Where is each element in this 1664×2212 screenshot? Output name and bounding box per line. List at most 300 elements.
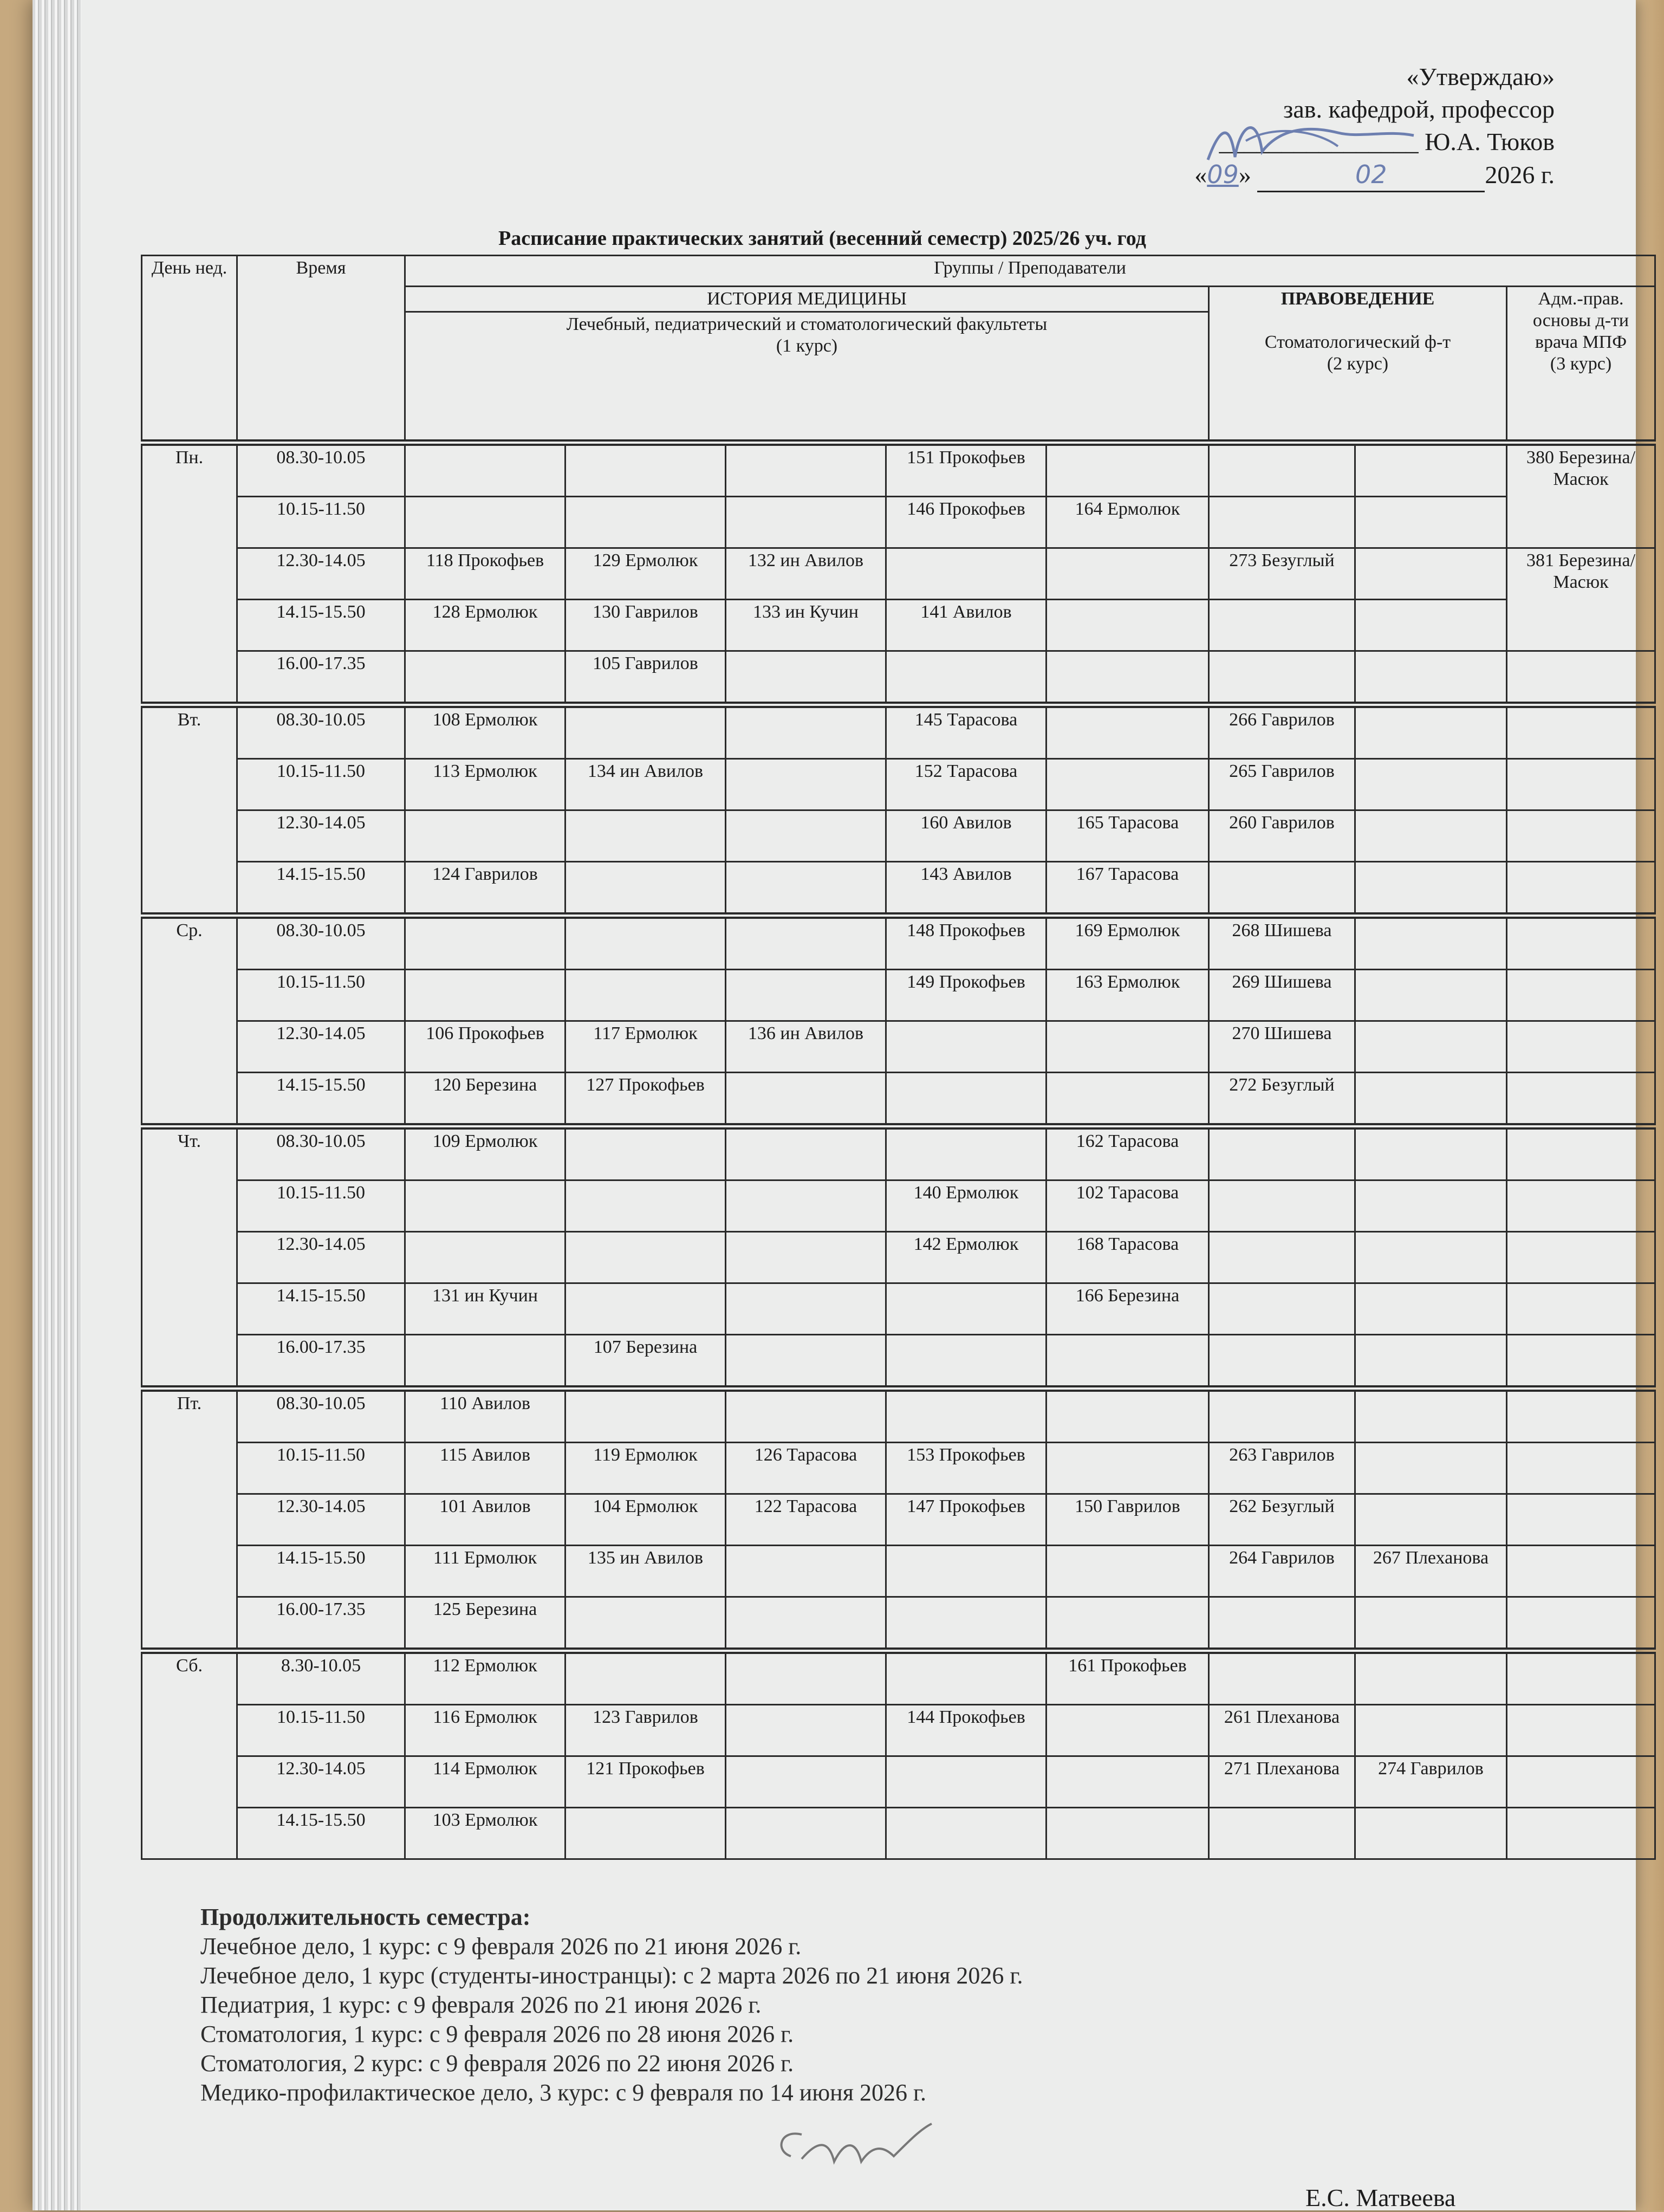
time-cell: 10.15-11.50 <box>237 759 405 810</box>
group-cell: 146 Прокофьев <box>886 497 1046 548</box>
schedule-body <box>142 443 1655 1859</box>
day-cell: Пт. <box>142 1389 237 1651</box>
header-history: ИСТОРИЯ МЕДИЦИНЫ <box>405 287 1209 312</box>
group-cell: 168 Тарасова <box>1046 1232 1209 1283</box>
group-cell: 119 Ермолюк <box>566 1443 726 1494</box>
group-cell: 127 Прокофьев <box>566 1073 726 1127</box>
group-cell: 121 Прокофьев <box>566 1756 726 1808</box>
header-adm: Адм.-прав. основы д-ти врача МПФ (3 курс) <box>1507 287 1655 443</box>
table-row <box>142 759 1655 810</box>
table-row <box>142 1756 1655 1808</box>
table-row <box>142 1021 1655 1073</box>
table-row <box>142 1808 1655 1859</box>
table-row <box>142 651 1655 705</box>
group-cell <box>566 1232 726 1283</box>
group-cell <box>726 1073 886 1127</box>
group-cell <box>1046 1756 1209 1808</box>
group-cell: 133 ин Кучин <box>726 600 886 651</box>
duration-line: Стоматология, 1 курс: с 9 февраля 2026 по 28 июня 2026 г. <box>200 2021 794 2047</box>
group-cell <box>726 1126 886 1180</box>
group-cell <box>726 862 886 916</box>
table-row <box>142 970 1655 1021</box>
group-cell: 114 Ермолюк <box>405 1756 566 1808</box>
group-cell <box>886 1021 1046 1073</box>
adm-cell <box>1507 1597 1655 1651</box>
group-cell <box>886 1597 1046 1651</box>
compiler-name: Е.С. Матвеева <box>1305 2184 1456 2211</box>
group-cell: 134 ин Авилов <box>566 759 726 810</box>
group-cell: 149 Прокофьев <box>886 970 1046 1021</box>
group-cell: 169 Ермолюк <box>1046 916 1209 970</box>
group-cell <box>405 1335 566 1389</box>
group-cell <box>726 443 886 497</box>
group-cell <box>405 1180 566 1232</box>
group-cell <box>1209 1126 1355 1180</box>
group-cell: 167 Тарасова <box>1046 862 1209 916</box>
group-cell <box>566 497 726 548</box>
time-cell: 16.00-17.35 <box>237 651 405 705</box>
group-cell: 263 Гаврилов <box>1209 1443 1355 1494</box>
group-cell: 147 Прокофьев <box>886 1494 1046 1546</box>
time-cell: 16.00-17.35 <box>237 1597 405 1651</box>
group-cell <box>405 443 566 497</box>
duration-line: Медико-профилактическое дело, 3 курс: с 9 февраля по 14 июня 2026 г. <box>200 2079 927 2106</box>
group-cell: 145 Тарасова <box>886 705 1046 759</box>
duration-line: Лечебное дело, 1 курс (студенты-иностранцы): с 2 марта 2026 по 21 июня 2026 г. <box>200 1962 1023 1989</box>
adm-cell <box>1507 1705 1655 1756</box>
adm-cell <box>1507 862 1655 916</box>
group-cell <box>1046 443 1209 497</box>
group-cell: 123 Гаврилов <box>566 1705 726 1756</box>
group-cell: 111 Ермолюк <box>405 1546 566 1597</box>
group-cell <box>1355 1597 1507 1651</box>
time-cell: 08.30-10.05 <box>237 1126 405 1180</box>
group-cell <box>566 1597 726 1651</box>
group-cell <box>886 1651 1046 1705</box>
adm-cell <box>1507 1073 1655 1127</box>
adm-cell <box>1507 1756 1655 1808</box>
group-cell <box>726 810 886 862</box>
group-cell <box>1209 1283 1355 1335</box>
group-cell: 103 Ермолюк <box>405 1808 566 1859</box>
group-cell <box>726 651 886 705</box>
group-cell <box>1046 1808 1209 1859</box>
group-cell <box>1355 970 1507 1021</box>
time-cell: 12.30-14.05 <box>237 1756 405 1808</box>
group-cell <box>566 443 726 497</box>
group-cell <box>1355 1389 1507 1443</box>
group-cell <box>1046 759 1209 810</box>
group-cell <box>886 1335 1046 1389</box>
group-cell: 117 Ермолюк <box>566 1021 726 1073</box>
time-cell: 14.15-15.50 <box>237 1546 405 1597</box>
group-cell: 272 Безуглый <box>1209 1073 1355 1127</box>
adm-cell <box>1507 810 1655 862</box>
group-cell <box>1209 443 1355 497</box>
adm-cell <box>1507 1389 1655 1443</box>
group-cell: 143 Авилов <box>886 862 1046 916</box>
group-cell: 165 Тарасова <box>1046 810 1209 862</box>
group-cell: 141 Авилов <box>886 600 1046 651</box>
group-cell <box>566 862 726 916</box>
group-cell <box>1355 1705 1507 1756</box>
group-cell <box>886 1283 1046 1335</box>
group-cell <box>726 1389 886 1443</box>
group-cell <box>1355 1283 1507 1335</box>
group-cell <box>1046 1335 1209 1389</box>
group-cell: 274 Гаврилов <box>1355 1756 1507 1808</box>
time-cell: 14.15-15.50 <box>237 1283 405 1335</box>
day-cell: Пн. <box>142 443 237 705</box>
group-cell: 166 Березина <box>1046 1283 1209 1335</box>
adm-cell <box>1507 1494 1655 1546</box>
group-cell: 142 Ермолюк <box>886 1232 1046 1283</box>
group-cell <box>1209 1597 1355 1651</box>
group-cell <box>1209 600 1355 651</box>
group-cell <box>886 1756 1046 1808</box>
table-row <box>142 548 1655 600</box>
group-cell <box>1046 1443 1209 1494</box>
group-cell <box>1209 1808 1355 1859</box>
schedule-table <box>141 255 1656 1860</box>
group-cell: 128 Ермолюк <box>405 600 566 651</box>
group-cell <box>886 1126 1046 1180</box>
time-cell: 14.15-15.50 <box>237 1073 405 1127</box>
group-cell <box>1046 651 1209 705</box>
day-cell: Сб. <box>142 1651 237 1859</box>
group-cell: 124 Гаврилов <box>405 862 566 916</box>
time-cell: 10.15-11.50 <box>237 1180 405 1232</box>
group-cell: 129 Ермолюк <box>566 548 726 600</box>
time-cell: 12.30-14.05 <box>237 1494 405 1546</box>
group-cell <box>726 497 886 548</box>
group-cell <box>726 1808 886 1859</box>
group-cell <box>566 1180 726 1232</box>
group-cell <box>405 970 566 1021</box>
group-cell <box>566 705 726 759</box>
group-cell <box>886 1389 1046 1443</box>
group-cell <box>886 1808 1046 1859</box>
group-cell <box>566 916 726 970</box>
table-row <box>142 705 1655 759</box>
group-cell <box>1355 759 1507 810</box>
adm-cell <box>1507 1021 1655 1073</box>
group-cell <box>1355 1808 1507 1859</box>
time-cell: 08.30-10.05 <box>237 705 405 759</box>
group-cell <box>886 1073 1046 1127</box>
duration-line: Лечебное дело, 1 курс: с 9 февраля 2026 по 21 июня 2026 г. <box>200 1933 802 1960</box>
table-row <box>142 1651 1655 1705</box>
head-signature <box>1197 108 1425 173</box>
day-cell: Чт. <box>142 1126 237 1389</box>
approval-name-line: ________________ Ю.А. Тюков <box>1219 128 1555 155</box>
table-row <box>142 600 1655 651</box>
group-cell: 126 Тарасова <box>726 1443 886 1494</box>
group-cell: 102 Тарасова <box>1046 1180 1209 1232</box>
adm-cell <box>1507 651 1655 705</box>
approval-year: 2026 г. <box>1485 161 1555 189</box>
table-row <box>142 1443 1655 1494</box>
group-cell: 110 Авилов <box>405 1389 566 1443</box>
group-cell <box>726 1180 886 1232</box>
group-cell <box>1355 810 1507 862</box>
table-row <box>142 1546 1655 1597</box>
group-cell: 164 Ермолюк <box>1046 497 1209 548</box>
group-cell: 132 ин Авилов <box>726 548 886 600</box>
time-cell: 16.00-17.35 <box>237 1335 405 1389</box>
time-cell: 12.30-14.05 <box>237 1232 405 1283</box>
group-cell: 267 Плеханова <box>1355 1546 1507 1597</box>
adm-cell <box>1507 759 1655 810</box>
group-cell <box>566 970 726 1021</box>
group-cell <box>1046 1546 1209 1597</box>
group-cell: 273 Безуглый <box>1209 548 1355 600</box>
time-cell: 10.15-11.50 <box>237 970 405 1021</box>
adm-cell <box>1507 1126 1655 1180</box>
day-cell: Ср. <box>142 916 237 1126</box>
approval-title: «Утверждаю» <box>1406 63 1555 90</box>
group-cell <box>1355 548 1507 600</box>
adm-cell <box>1507 1808 1655 1859</box>
time-cell: 08.30-10.05 <box>237 916 405 970</box>
group-cell <box>1355 1180 1507 1232</box>
group-cell <box>1355 1335 1507 1389</box>
group-cell <box>566 1389 726 1443</box>
table-row <box>142 443 1655 497</box>
group-cell <box>1209 1180 1355 1232</box>
group-cell: 107 Березина <box>566 1335 726 1389</box>
adm-cell <box>1507 1443 1655 1494</box>
group-cell: 264 Гаврилов <box>1209 1546 1355 1597</box>
group-cell: 162 Тарасова <box>1046 1126 1209 1180</box>
group-cell: 118 Прокофьев <box>405 548 566 600</box>
adm-cell: 381 Березина/ Масюк <box>1507 548 1655 651</box>
group-cell: 135 ин Авилов <box>566 1546 726 1597</box>
group-cell: 113 Ермолюк <box>405 759 566 810</box>
approval-date-line: «09» 02 2026 г. <box>1067 158 1555 192</box>
group-cell <box>1209 1232 1355 1283</box>
adm-cell <box>1507 1232 1655 1283</box>
group-cell: 153 Прокофьев <box>886 1443 1046 1494</box>
group-cell: 106 Прокофьев <box>405 1021 566 1073</box>
group-cell: 266 Гаврилов <box>1209 705 1355 759</box>
group-cell <box>1355 1443 1507 1494</box>
duration-line: Педиатрия, 1 курс: с 9 февраля 2026 по 21 июня 2026 г. <box>200 1992 762 2018</box>
group-cell <box>726 1546 886 1597</box>
group-cell <box>405 497 566 548</box>
group-cell <box>405 916 566 970</box>
schedule-table-wrapper <box>141 255 1656 1860</box>
table-row <box>142 810 1655 862</box>
group-cell <box>1355 1021 1507 1073</box>
group-cell <box>1355 443 1507 497</box>
adm-cell <box>1507 1651 1655 1705</box>
header-history-sub: Лечебный, педиатрический и стоматологический факультеты (1 курс) <box>405 312 1209 443</box>
group-cell <box>1355 1126 1507 1180</box>
group-cell <box>566 1651 726 1705</box>
approval-day: 09 <box>1207 160 1239 189</box>
day-cell: Вт. <box>142 705 237 916</box>
header-law: ПРАВОВЕДЕНИЕ Стоматологический ф-т (2 курс) <box>1209 287 1507 443</box>
group-cell <box>726 916 886 970</box>
group-cell: 148 Прокофьев <box>886 916 1046 970</box>
time-cell: 8.30-10.05 <box>237 1651 405 1705</box>
approval-name: Ю.А. Тюков <box>1425 128 1555 155</box>
group-cell: 262 Безуглый <box>1209 1494 1355 1546</box>
group-cell <box>726 1597 886 1651</box>
group-cell: 140 Ермолюк <box>886 1180 1046 1232</box>
group-cell: 144 Прокофьев <box>886 1705 1046 1756</box>
group-cell: 161 Прокофьев <box>1046 1651 1209 1705</box>
group-cell <box>1209 862 1355 916</box>
group-cell: 108 Ермолюк <box>405 705 566 759</box>
group-cell: 115 Авилов <box>405 1443 566 1494</box>
group-cell <box>726 1232 886 1283</box>
group-cell <box>1209 651 1355 705</box>
group-cell <box>1355 705 1507 759</box>
time-cell: 14.15-15.50 <box>237 862 405 916</box>
group-cell <box>1046 705 1209 759</box>
group-cell: 151 Прокофьев <box>886 443 1046 497</box>
adm-cell <box>1507 970 1655 1021</box>
adm-cell <box>1507 1180 1655 1232</box>
group-cell <box>1046 1021 1209 1073</box>
semester-duration <box>200 1903 1023 2107</box>
group-cell <box>1209 1651 1355 1705</box>
time-cell: 12.30-14.05 <box>237 1021 405 1073</box>
time-cell: 12.30-14.05 <box>237 548 405 600</box>
table-row <box>142 1126 1655 1180</box>
group-cell: 271 Плеханова <box>1209 1756 1355 1808</box>
time-cell: 10.15-11.50 <box>237 1443 405 1494</box>
table-row <box>142 1389 1655 1443</box>
adm-cell <box>1507 705 1655 759</box>
adm-cell <box>1507 1335 1655 1389</box>
group-cell <box>886 651 1046 705</box>
group-cell <box>726 1756 886 1808</box>
group-cell <box>1355 916 1507 970</box>
group-cell <box>1046 548 1209 600</box>
adm-cell <box>1507 1546 1655 1597</box>
group-cell <box>1209 497 1355 548</box>
group-cell <box>726 1283 886 1335</box>
group-cell <box>1209 1335 1355 1389</box>
group-cell: 116 Ермолюк <box>405 1705 566 1756</box>
table-row <box>142 1597 1655 1651</box>
group-cell <box>1355 1073 1507 1127</box>
table-row <box>142 1283 1655 1335</box>
page-title: Расписание практических занятий (весенний семестр) 2025/26 уч. год <box>498 227 1146 250</box>
group-cell <box>566 810 726 862</box>
duration-line: Стоматология, 2 курс: с 9 февраля 2026 по 22 июня 2026 г. <box>200 2050 794 2077</box>
group-cell: 112 Ермолюк <box>405 1651 566 1705</box>
group-cell: 130 Гаврилов <box>566 600 726 651</box>
group-cell: 120 Березина <box>405 1073 566 1127</box>
group-cell: 265 Гаврилов <box>1209 759 1355 810</box>
group-cell: 260 Гаврилов <box>1209 810 1355 862</box>
time-cell: 08.30-10.05 <box>237 1389 405 1443</box>
group-cell <box>1355 862 1507 916</box>
group-cell <box>1355 600 1507 651</box>
paper-stack-edge <box>32 0 81 2210</box>
group-cell: 160 Авилов <box>886 810 1046 862</box>
group-cell <box>1355 1232 1507 1283</box>
group-cell <box>405 651 566 705</box>
group-cell <box>1046 1597 1209 1651</box>
approval-position: зав. кафедрой, профессор <box>1283 95 1555 123</box>
table-row <box>142 916 1655 970</box>
group-cell <box>1046 1073 1209 1127</box>
group-cell <box>726 1651 886 1705</box>
time-cell: 14.15-15.50 <box>237 1808 405 1859</box>
group-cell <box>566 1126 726 1180</box>
adm-cell <box>1507 1283 1655 1335</box>
header-groups: Группы / Преподаватели <box>405 256 1655 287</box>
group-cell: 269 Шишева <box>1209 970 1355 1021</box>
duration-heading: Продолжительность семестра: <box>200 1904 531 1930</box>
group-cell <box>726 759 886 810</box>
table-row <box>142 1335 1655 1389</box>
group-cell: 152 Тарасова <box>886 759 1046 810</box>
group-cell: 101 Авилов <box>405 1494 566 1546</box>
table-row <box>142 862 1655 916</box>
group-cell: 150 Гаврилов <box>1046 1494 1209 1546</box>
group-cell <box>886 548 1046 600</box>
group-cell: 268 Шишева <box>1209 916 1355 970</box>
time-cell: 14.15-15.50 <box>237 600 405 651</box>
group-cell: 261 Плеханова <box>1209 1705 1355 1756</box>
time-cell: 08.30-10.05 <box>237 443 405 497</box>
adm-cell <box>1507 916 1655 970</box>
table-row <box>142 1180 1655 1232</box>
time-cell: 10.15-11.50 <box>237 497 405 548</box>
group-cell <box>726 705 886 759</box>
table-row <box>142 1073 1655 1127</box>
group-cell <box>1209 1389 1355 1443</box>
group-cell: 104 Ермолюк <box>566 1494 726 1546</box>
group-cell: 131 ин Кучин <box>405 1283 566 1335</box>
schedule-sheet <box>32 0 1636 2210</box>
table-row <box>142 497 1655 548</box>
group-cell <box>1046 1389 1209 1443</box>
table-row <box>142 1494 1655 1546</box>
group-cell <box>566 1808 726 1859</box>
group-cell: 122 Тарасова <box>726 1494 886 1546</box>
group-cell: 109 Ермолюк <box>405 1126 566 1180</box>
time-cell: 12.30-14.05 <box>237 810 405 862</box>
group-cell: 163 Ермолюк <box>1046 970 1209 1021</box>
group-cell <box>886 1546 1046 1597</box>
group-cell: 136 ин Авилов <box>726 1021 886 1073</box>
adm-cell: 380 Березина/ Масюк <box>1507 443 1655 548</box>
group-cell <box>566 1283 726 1335</box>
group-cell <box>405 1232 566 1283</box>
group-cell <box>405 810 566 862</box>
group-cell <box>1046 1705 1209 1756</box>
group-cell <box>1355 651 1507 705</box>
time-cell: 10.15-11.50 <box>237 1705 405 1756</box>
approval-month: 02 <box>1257 158 1485 192</box>
header-day: День нед. <box>142 256 237 443</box>
group-cell <box>726 1705 886 1756</box>
group-cell <box>1355 1494 1507 1546</box>
group-cell: 270 Шишева <box>1209 1021 1355 1073</box>
group-cell <box>1046 600 1209 651</box>
group-cell <box>1355 497 1507 548</box>
group-cell <box>1355 1651 1507 1705</box>
group-cell <box>726 1335 886 1389</box>
group-cell: 125 Березина <box>405 1597 566 1651</box>
